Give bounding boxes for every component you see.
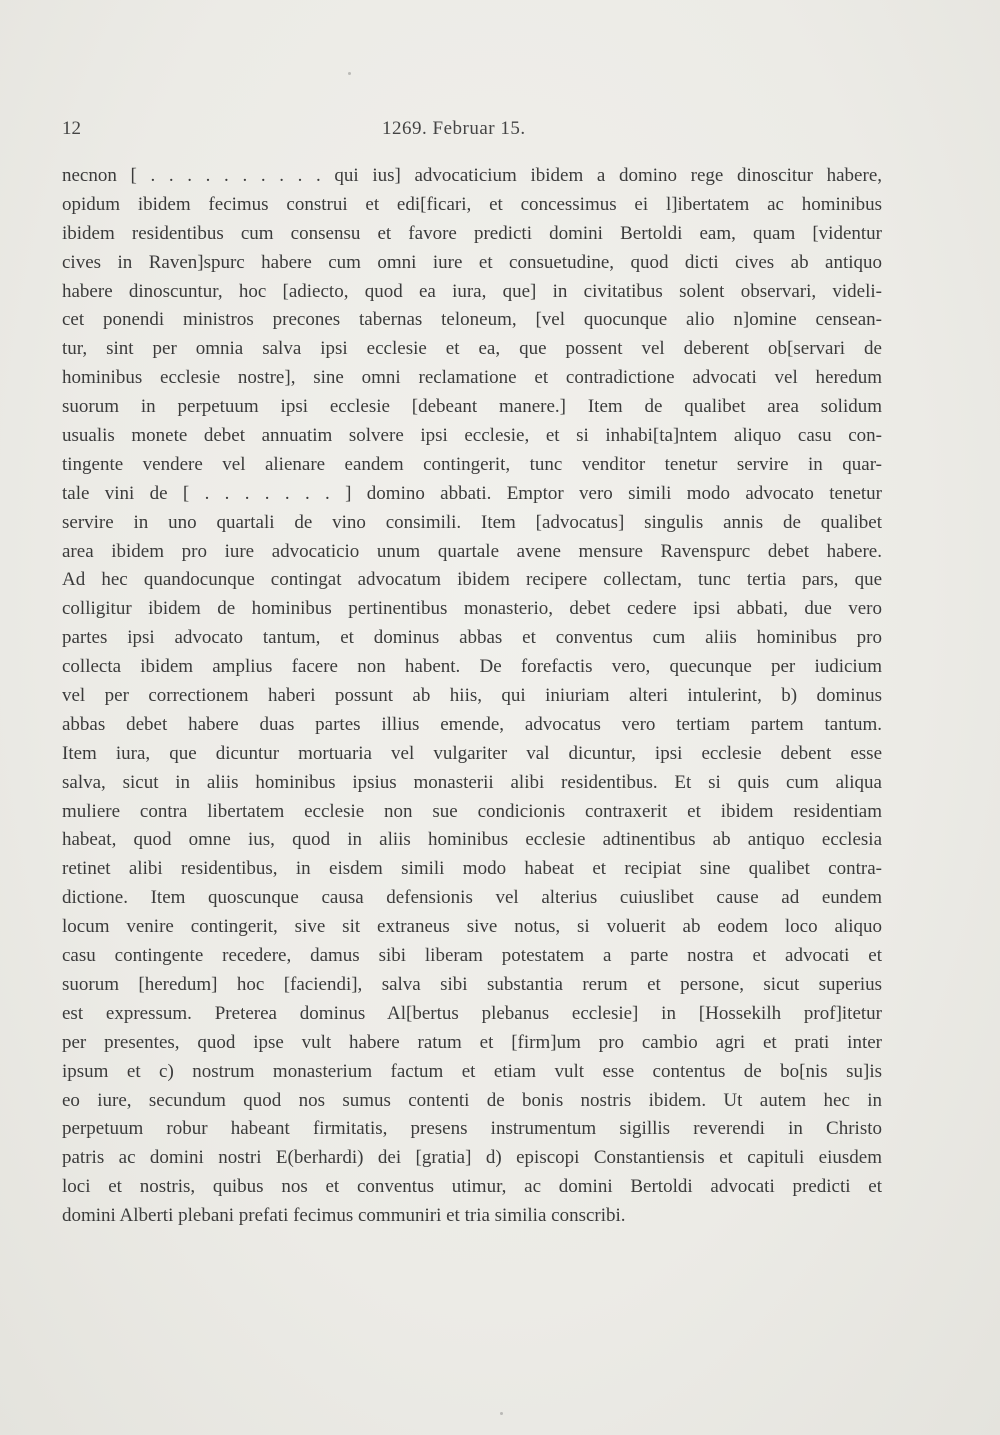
text-line: salva, sicut in aliis hominibus ipsius monasterii alibi residentibus. Et si quis cum aliqua bbox=[62, 771, 882, 793]
text-line: suorum [heredum] hoc [faciendi], salva sibi substantia rerum et persone, sicut superius bbox=[62, 973, 882, 995]
text-line: suorum in perpetuum ipsi ecclesie [debeant manere.] Item de qualibet area solidum bbox=[62, 396, 882, 418]
text-line: tur, sint per omnia salva ipsi ecclesie et ea, que possent vel deberent ob[servari de bbox=[62, 338, 882, 360]
body-text bbox=[62, 162, 882, 1231]
text-line: usualis monete debet annuatim solvere ipsi ecclesie, et si inhabi[ta]ntem aliquo casu con- bbox=[62, 425, 882, 447]
text-line: cet ponendi ministros precones tabernas teloneum, [vel quocunque alio n]omine censean- bbox=[62, 309, 882, 331]
text-line: Ad hec quandocunque contingat advocatum ibidem recipere collectam, tunc tertia pars, que bbox=[62, 569, 882, 591]
text-line: loci et nostris, quibus nos et conventus utimur, ac domini Bertoldi advocati predicti et bbox=[62, 1176, 882, 1198]
text-line: muliere contra libertatem ecclesie non sue condicionis contraxerit et ibidem residentiam bbox=[62, 800, 882, 822]
text-line: vel per correctionem haberi possunt ab hiis, qui iniuriam alteri intulerint, b) dominus bbox=[62, 685, 882, 707]
text-line: habeat, quod omne ius, quod in aliis hominibus ecclesie adtinentibus ab antiquo ecclesia bbox=[62, 829, 882, 851]
text-line: opidum ibidem fecimus construi et edi[ficari, et concessimus ei l]ibertatem ac hominibus bbox=[62, 193, 882, 215]
text-line: domini Alberti plebani prefati fecimus communiri et tria similia conscribi. bbox=[62, 1205, 626, 1227]
text-line: area ibidem pro iure advocaticio unum quartale avene mensure Ravenspurc debet habere. bbox=[62, 540, 882, 562]
text-line: collecta ibidem amplius facere non habent. De forefactis vero, quecunque per iudicium bbox=[62, 656, 882, 678]
page-header bbox=[62, 118, 882, 144]
text-line: casu contingente recedere, damus sibi liberam potestatem a parte nostra et advocati et bbox=[62, 945, 882, 967]
text-line: cives in Raven]spurc habere cum omni iure et consuetudine, quod dicti cives ab antiquo bbox=[62, 251, 882, 273]
paper-speck bbox=[500, 1412, 503, 1415]
text-line: retinet alibi residentibus, in eisdem simili modo habeat et recipiat sine qualibet contra- bbox=[62, 858, 882, 880]
text-line: tingente vendere vel alienare eandem contingerit, tunc venditor tenetur servire in quar- bbox=[62, 453, 882, 475]
text-line: eo iure, secundum quod nos sumus contenti de bonis nostris ibidem. Ut autem hec in bbox=[62, 1089, 882, 1111]
text-line: perpetuum robur habeant firmitatis, presens instrumentum sigillis reverendi in Christo bbox=[62, 1118, 882, 1140]
text-line: servire in uno quartali de vino consimili. Item [advocatus] singulis annis de qualibet bbox=[62, 511, 882, 533]
text-line: per presentes, quod ipse vult habere ratum et [firm]um pro cambio agri et prati inter bbox=[62, 1031, 882, 1053]
text-line: locum venire contingerit, sive sit extraneus sive notus, si voluerit ab eodem loco aliquo bbox=[62, 916, 882, 938]
text-line: est expressum. Preterea dominus Al[bertus plebanus ecclesie] in [Hossekilh prof]itetur bbox=[62, 1002, 882, 1024]
page-number: 12 bbox=[62, 118, 81, 139]
text-line: ipsum et c) nostrum monasterium factum et etiam vult esse contentus de bo[nis su]is bbox=[62, 1060, 882, 1082]
text-line: dictione. Item quoscunque causa defensionis vel alterius cuiuslibet cause ad eundem bbox=[62, 887, 882, 909]
text-line: colligitur ibidem de hominibus pertinentibus monasterio, debet cedere ipsi abbati, due vero bbox=[62, 598, 882, 620]
text-line: patris ac domini nostri E(berhardi) dei [gratia] d) episcopi Constantiensis et capituli eiusdem bbox=[62, 1147, 882, 1169]
text-line: habere dinoscuntur, hoc [adiecto, quod ea iura, que] in civitatibus solent observari, videli- bbox=[62, 280, 882, 302]
paper-speck bbox=[348, 72, 351, 75]
text-line: abbas debet habere duas partes illius emende, advocatus vero tertiam partem tantum. bbox=[62, 713, 882, 735]
text-line: necnon [ . . . . . . . . . . qui ius] advocaticium ibidem a domino rege dinoscitur habere, bbox=[62, 165, 882, 186]
text-line: partes ipsi advocato tantum, et dominus abbas et conventus cum aliis hominibus pro bbox=[62, 627, 882, 649]
text-line: Item iura, que dicuntur mortuaria vel vulgariter val dicuntur, ipsi ecclesie debent esse bbox=[62, 742, 882, 764]
text-line: ibidem residentibus cum consensu et favore predicti domini Bertoldi eam, quam [videntur bbox=[62, 222, 882, 244]
running-title: 1269. Februar 15. bbox=[382, 118, 526, 139]
text-line: tale vini de [ . . . . . . . ] domino abbati. Emptor vero simili modo advocato tenetur bbox=[62, 482, 882, 504]
text-line: hominibus ecclesie nostre], sine omni reclamatione et contradictione advocati vel heredum bbox=[62, 367, 882, 389]
